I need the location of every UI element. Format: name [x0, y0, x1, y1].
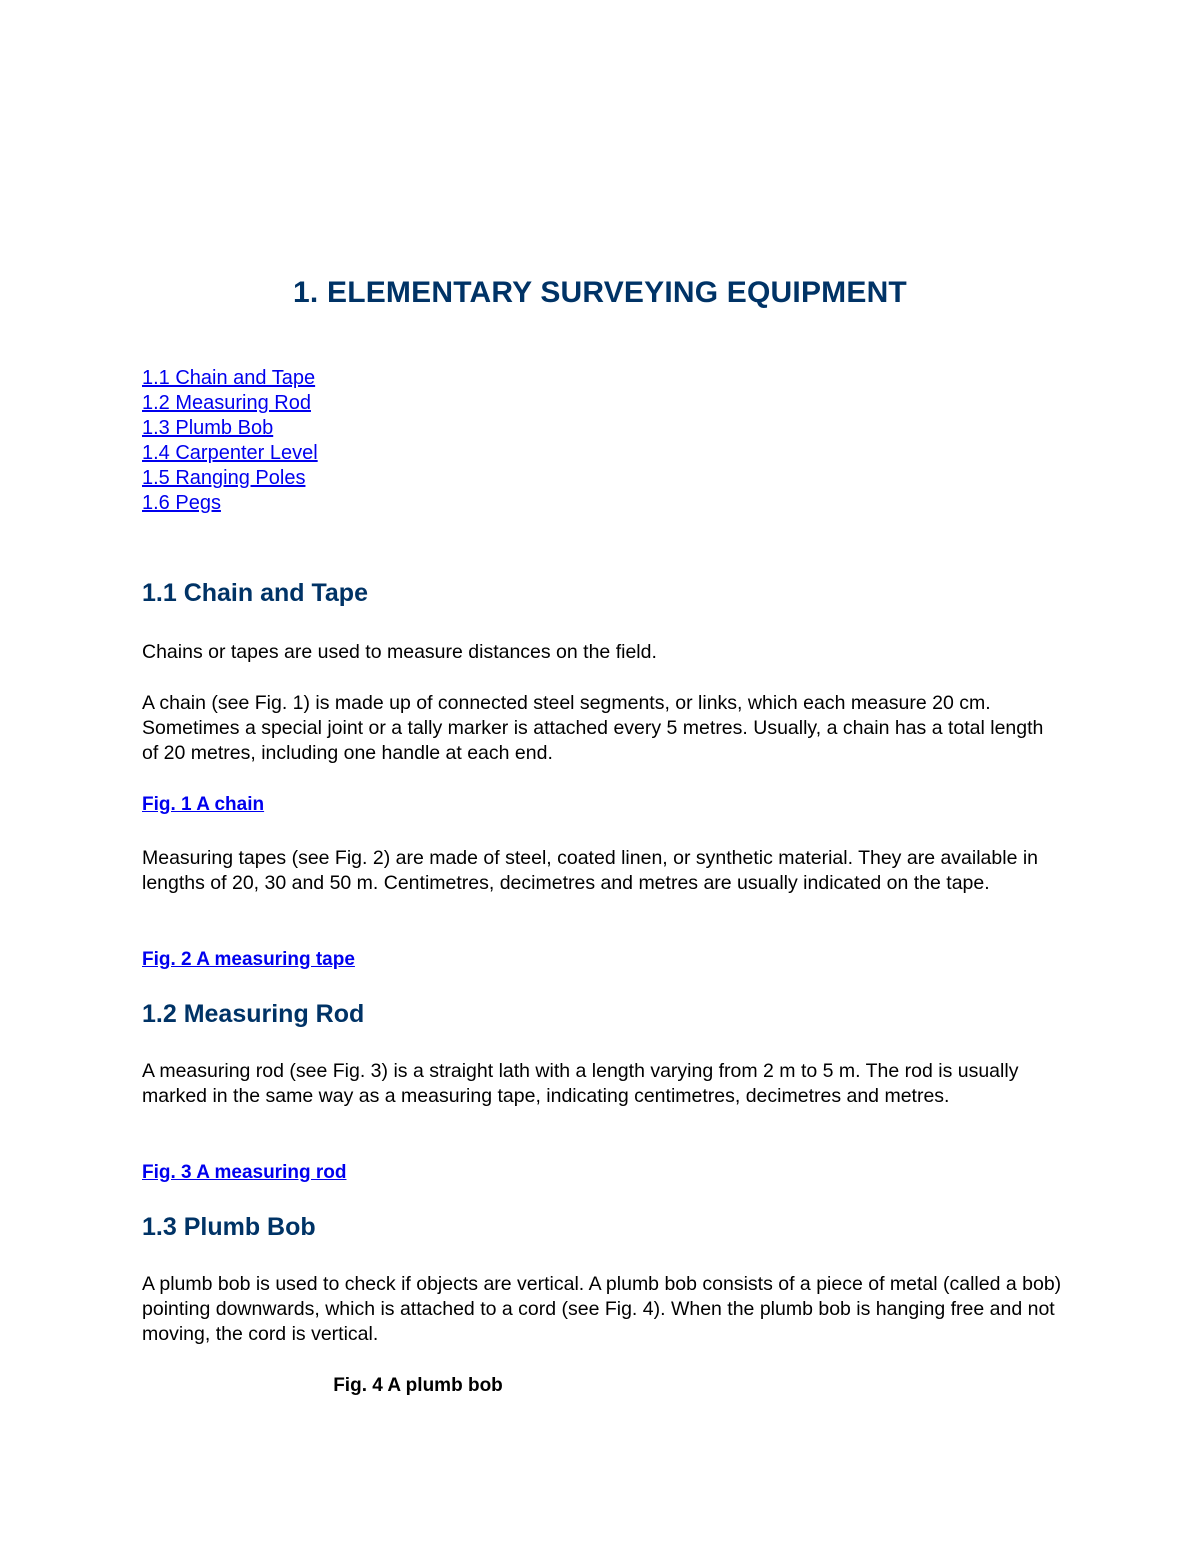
toc-link-carpenter-level[interactable]: 1.4 Carpenter Level	[142, 442, 318, 464]
toc-item	[142, 391, 318, 416]
section-heading-plumb-bob: 1.3 Plumb Bob	[142, 1213, 316, 1241]
paragraph: Chains or tapes are used to measure distances on the field.	[142, 641, 657, 663]
section-heading-chain-and-tape: 1.1 Chain and Tape	[142, 579, 368, 607]
page-title: 1. ELEMENTARY SURVEYING EQUIPMENT	[293, 276, 907, 309]
paragraph: A plumb bob is used to check if objects are vertical. A plumb bob consists of a piece of metal (called a bob) pointing downwards, which is attached to a cord (see Fig. 4). When the plumb bob is hanging free and not moving, the cord is vertical.	[142, 1273, 1062, 1345]
figure-link-measuring-rod[interactable]: Fig. 3 A measuring rod	[142, 1162, 347, 1183]
toc-item	[142, 416, 318, 441]
figure-caption-plumb-bob: Fig. 4 A plumb bob	[333, 1375, 503, 1396]
paragraph: Measuring tapes (see Fig. 2) are made of steel, coated linen, or synthetic material. They are available in lengths of 20, 30 and 50 m. Centimetres, decimetres and metres are usually indicated on the tape.	[142, 847, 1039, 894]
toc-link-pegs[interactable]: 1.6 Pegs	[142, 492, 221, 514]
toc-item	[142, 466, 318, 491]
figure-link-chain[interactable]: Fig. 1 A chain	[142, 794, 265, 815]
paragraph: A measuring rod (see Fig. 3) is a straight lath with a length varying from 2 m to 5 m. The rod is usually marked in the same way as a measuring tape, indicating centimetres, decimetres and metres.	[142, 1060, 1019, 1107]
figure-link-measuring-tape[interactable]: Fig. 2 A measuring tape	[142, 949, 355, 970]
paragraph: A chain (see Fig. 1) is made up of connected steel segments, or links, which each measure 20 cm. Sometimes a special joint or a tally marker is attached every 5 metres. Usually, a chain has a total length of 20 metres, including one handle at each end.	[142, 692, 1044, 764]
toc-link-chain-and-tape[interactable]: 1.1 Chain and Tape	[142, 367, 316, 389]
toc-item	[142, 366, 318, 391]
toc-item	[142, 491, 318, 516]
toc-link-ranging-poles[interactable]: 1.5 Ranging Poles	[142, 467, 306, 489]
toc-link-measuring-rod[interactable]: 1.2 Measuring Rod	[142, 392, 311, 414]
table-of-contents	[142, 366, 318, 516]
toc-item	[142, 441, 318, 466]
section-heading-measuring-rod: 1.2 Measuring Rod	[142, 1000, 365, 1028]
toc-link-plumb-bob[interactable]: 1.3 Plumb Bob	[142, 417, 274, 439]
